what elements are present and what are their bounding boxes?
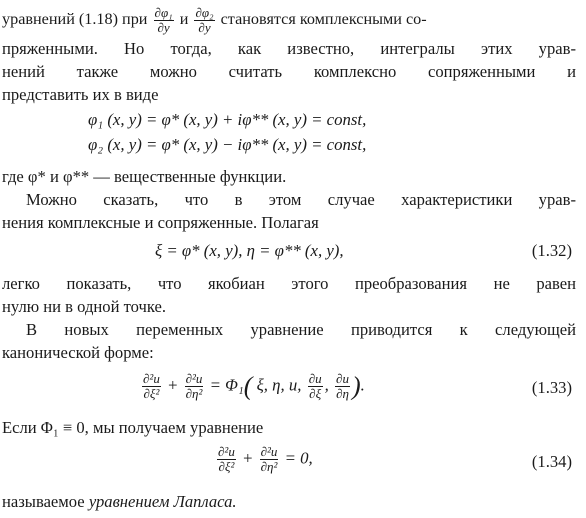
fraction-du-dxi: $\frac{\partial u}{\partial\xi}$ (308, 371, 322, 401)
paragraph-line-8: легко показать, что якобиан этого преобразования не равен (2, 274, 576, 293)
text-run: и (179, 10, 189, 29)
right-paren: ) (351, 371, 361, 401)
equation-laplace (215, 445, 313, 474)
fraction-dphi2-dy: $\frac{\text{∂φ₂}}{\partial y}$ (195, 5, 214, 35)
paragraph-line-11: канонической форме: (2, 343, 154, 362)
equation-canonical-form (140, 372, 365, 401)
argument-list: ξ, η, u, (256, 375, 302, 395)
plus-sign: + (242, 448, 254, 468)
left-paren: ( (243, 371, 253, 401)
text-run: уравнений (1.18) при (2, 10, 148, 29)
fraction-du-deta: $\frac{\partial u}{\partial\eta}$ (336, 371, 349, 401)
paragraph-line-1 (2, 6, 576, 35)
paragraph-line-9: нулю ни в одной точке. (2, 297, 167, 316)
plus-sign: + (167, 375, 179, 395)
fraction-d2u-deta2: $\frac{\text{∂²u}}{\text{∂η²}}$ (185, 371, 203, 401)
paragraph-line-13 (2, 491, 576, 513)
equation-number-1-33: (1.33) (531, 378, 572, 397)
equation-substitution: ξ = φ* (x, y), η = φ** (x, y), (155, 241, 344, 260)
paragraph-line-12: Если Φ₁ ≡ 0, мы получаем уравнение (2, 418, 264, 437)
fraction-d2u-deta2: $\frac{\text{∂²u}}{\text{∂η²}}$ (260, 444, 278, 474)
fraction-d2u-dxi2: $\frac{\text{∂²u}}{\text{∂ξ²}}$ (218, 444, 235, 474)
paragraph-line-7: нения комплексные и сопряженные. Полагая (2, 213, 319, 232)
equation-phi1: φ₁ (x, y) = φ* (x, y) + iφ** (x, y) = const, (88, 110, 367, 129)
equals-phi1: = Φ₁ (209, 375, 244, 395)
equation-number-1-32: (1.32) (531, 241, 572, 260)
paragraph-line-5: где φ* и φ** — вещественные функции. (2, 167, 287, 186)
paragraph-line-2: пряженными. Но тогда, как известно, интегралы этих урав- (2, 39, 576, 58)
paragraph-line-10: В новых переменных уравнение приводится к следующей (26, 320, 576, 339)
period: . (360, 375, 365, 395)
fraction-d2u-dxi2: $\frac{\text{∂²u}}{\text{∂ξ²}}$ (143, 371, 160, 401)
paragraph-line-6: Можно сказать, что в этом случае характеристики урав- (26, 190, 576, 209)
fraction-dphi1-dy: $\frac{\text{∂φ₁}}{\partial y}$ (154, 5, 173, 35)
paragraph-line-4: представить их в виде (2, 85, 159, 104)
laplace-term: уравнением Лапласа. (88, 492, 237, 511)
text-run: называемое (2, 492, 85, 511)
comma: , (324, 375, 329, 395)
equals-zero: = 0, (284, 448, 313, 468)
equation-number-1-34: (1.34) (531, 452, 572, 471)
text-run: становятся комплексными со- (220, 10, 427, 29)
paragraph-line-3: нений также можно считать комплексно сопряженными и (2, 62, 576, 81)
equation-phi2: φ₂ (x, y) = φ* (x, y) − iφ** (x, y) = const, (88, 135, 367, 154)
